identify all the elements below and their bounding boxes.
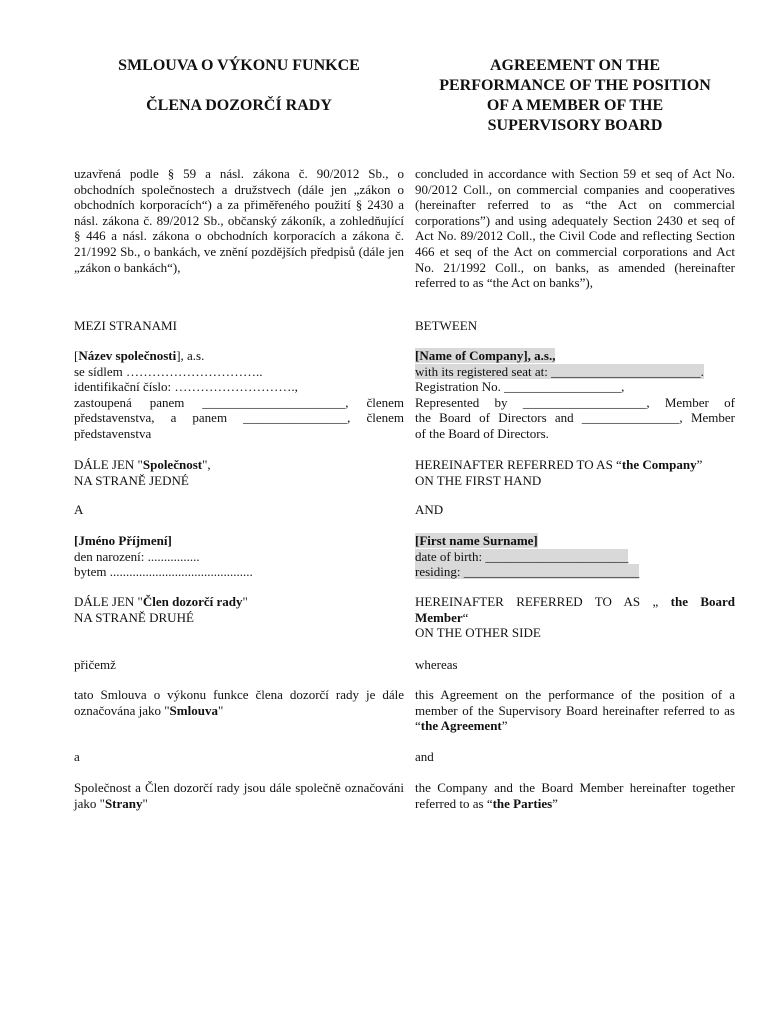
cz-company-seat: se sídlem ………………………….. [74,363,263,379]
cz-company-defined-term: Společnost [142,457,203,472]
en-title-line-4: SUPERVISORY BOARD [487,117,663,134]
cz-and-1: A [74,502,84,517]
en-member-dob: date of birth: ______________________ [415,548,629,564]
en-company-seat: with its registered seat at: _______________________. [415,363,704,379]
cz-agreement-defined-term: Smlouva [169,702,218,718]
en-company-block [415,348,735,442]
cz-first-side: NA STRANĚ JEDNÉ [74,472,189,488]
cz-and-2: a [74,749,80,764]
en-agreement-definition: this Agreement on the performance of the position of a member of the Supervisory Board hereinafter referred to as “the Agreement” [415,687,735,734]
en-between: BETWEEN [415,318,478,333]
cz-preamble: uzavřená podle § 59 a násl. zákona č. 90/2012 Sb., o obchodních společnostech a družstvech (dále jen „zákon o obchodních korporacích“) a za přiměřeného použití § 2430 a násl. zákona č. 89/2012 Sb., občanský zákoník, a zohledňující § 446 a násl. zákona o obchodních korporacích a zákona č. 21/1992 Sb., o bankách, ve znění pozdějších předpisů (dále jen „zákon o bankách“), [74,166,404,275]
cz-agreement-definition: tato Smlouva o výkonu funkce člena dozorčí rady je dále označována jako "Smlouva" [74,687,404,718]
cz-company-rep-1: zastoupená panem ______________________, členem [74,394,404,410]
cz-company-block [74,348,404,442]
en-and-1: AND [415,502,444,517]
en-first-side: ON THE FIRST HAND [415,472,542,488]
cz-company-name-line: [Název společnosti], a.s. [74,348,205,363]
en-parties-definition: the Company and the Board Member hereinafter together referred to as “the Parties” [415,780,735,811]
cz-company-rep-2: představenstva, a panem ________________, členem [74,410,404,426]
en-company-ref: HEREINAFTER REFERRED TO AS “the Company” ON THE FIRST HAND [415,457,735,488]
en-company-reg: Registration No. __________________, [415,379,625,395]
cz-company-ref: DÁLE JEN "Společnost", NA STRANĚ JEDNÉ [74,457,404,488]
en-company-rep-1: Represented by ___________________, Member of [415,394,735,410]
cz-between: MEZI STRANAMI [74,318,177,333]
en-title-line-2: PERFORMANCE OF THE POSITION [439,77,711,94]
en-member-defined-term: the Board [670,594,736,609]
en-title [415,56,735,136]
en-title-line-3: OF A MEMBER OF THE [486,97,664,114]
cz-member-residence: bytem ............................................ [74,564,253,580]
cz-title-line-2: ČLENA DOZORČÍ RADY [146,97,332,114]
cz-title [74,56,404,116]
cz-member-ref: DÁLE JEN "Člen dozorčí rady" NA STRANĚ DRUHÉ [74,594,404,625]
cz-member-dob: den narození: ................ [74,548,200,564]
cz-whereas: přičemž [74,657,116,672]
en-other-side: ON THE OTHER SIDE [415,625,541,641]
en-and-2: and [415,749,434,764]
cz-title-line-1: SMLOUVA O VÝKONU FUNKCE [118,57,360,74]
cz-company-id: identifikační číslo: ………………………., [74,379,298,395]
en-company-rep-3: of the Board of Directors. [415,425,549,441]
en-agreement-defined-term: the Agreement [420,718,502,734]
cz-parties-defined-term: Strany [104,795,143,811]
en-title-line-1: AGREEMENT ON THE [489,57,661,74]
en-member-name: [First name Surname] [415,533,538,548]
en-company-name: [Name of Company], a.s., [415,348,556,363]
cz-member-defined-term: Člen dozorčí rady [142,594,243,609]
en-member-block [415,533,735,580]
cz-member-name: [Jméno Příjmení] [74,533,172,548]
en-company-defined-term: the Company [621,457,697,472]
cz-member-block [74,533,404,580]
cz-second-side: NA STRANĚ DRUHÉ [74,609,194,625]
en-company-rep-2: the Board of Directors and _______________, Member [415,410,735,426]
en-member-ref: HEREINAFTER REFERRED TO AS „ the Board Member“ ON THE OTHER SIDE [415,594,736,641]
en-whereas: whereas [415,657,458,672]
cz-company-name: Název společnosti [78,348,177,363]
en-parties-defined-term: the Parties [492,795,553,811]
en-member-residence: residing: ___________________________ [415,564,640,580]
en-preamble: concluded in accordance with Section 59 et seq of Act No. 90/2012 Coll., on commercial companies and cooperatives (hereinafter referred to as “the Act on commercial corporations”) and using adequately Section 2430 et seq of Act No. 89/2012 Coll., the Civil Code and reflecting Section 466 et seq of the Act on commercial corporations and Act No. 21/1992 Coll., on banks, as amended (hereinafter referred to as “the Act on banks”), [415,166,735,291]
cz-company-rep-3: představenstva [74,425,152,441]
cz-parties-definition: Společnost a Člen dozorčí rady jsou dále společně označováni jako "Strany" [74,780,404,811]
en-company-name-line [415,348,735,364]
